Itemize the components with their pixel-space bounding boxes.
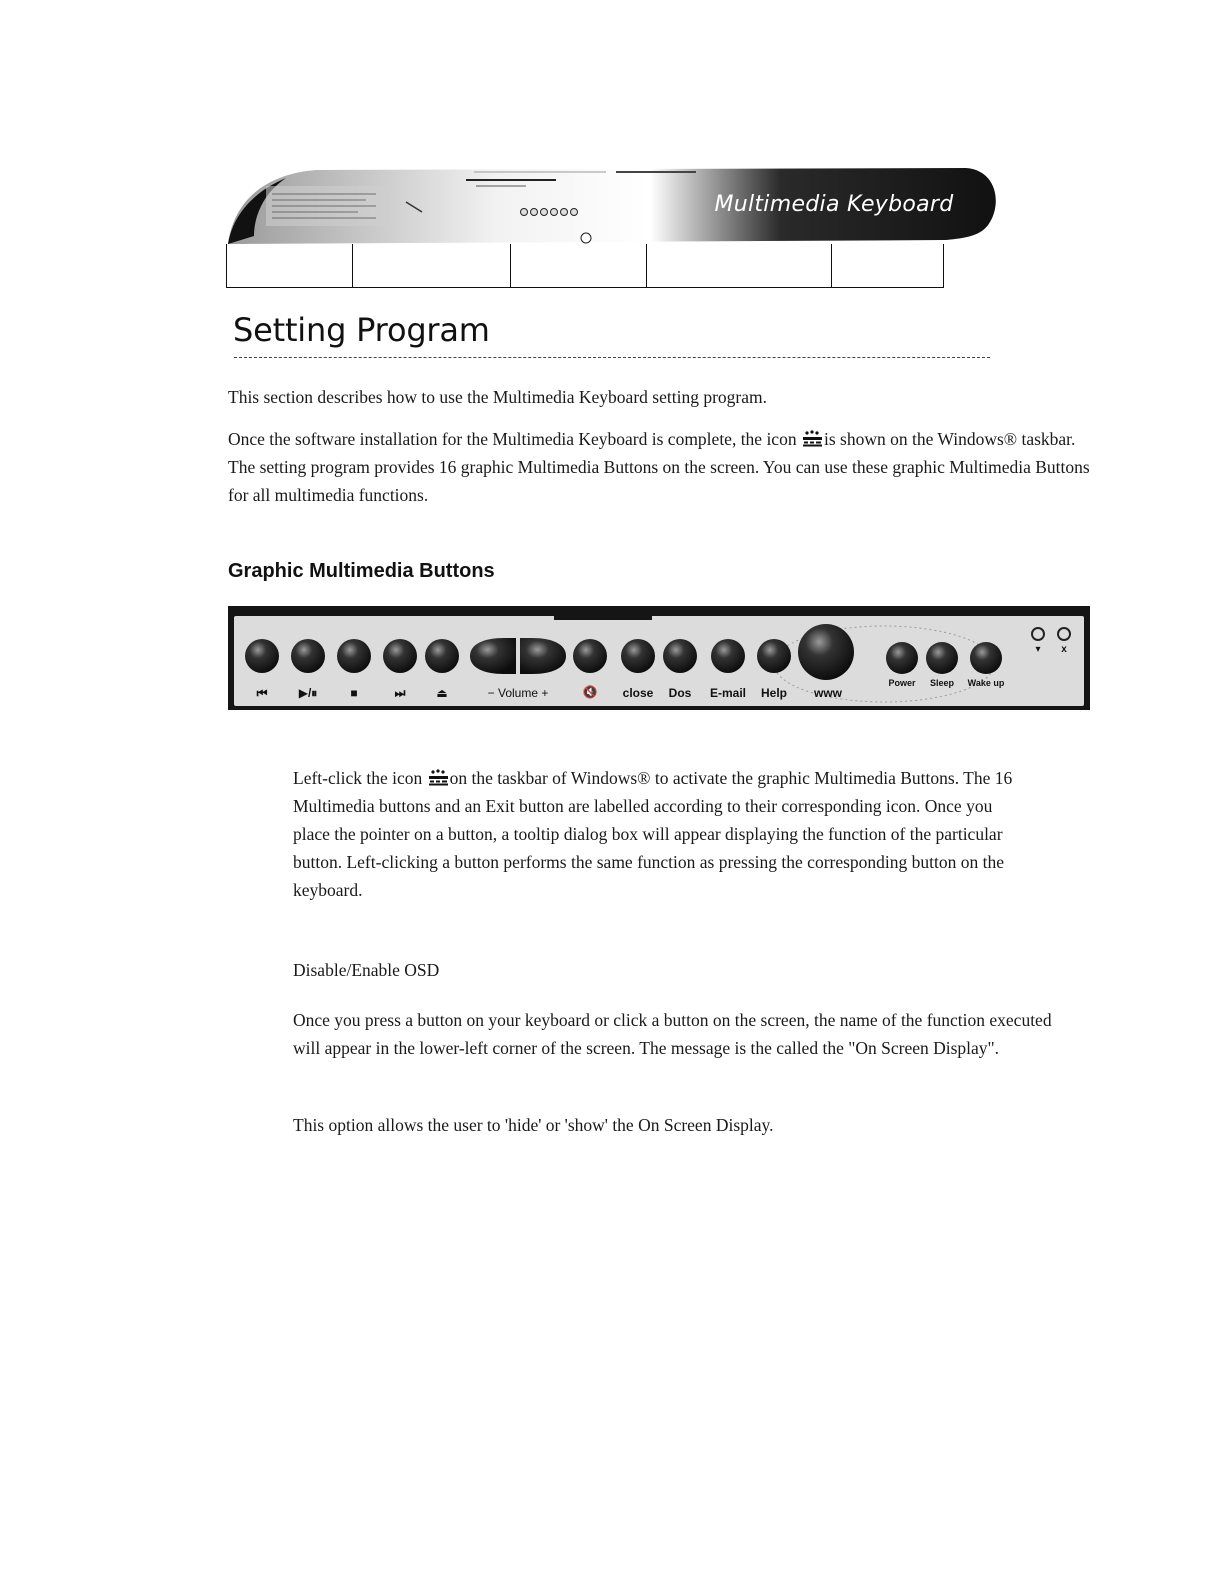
- mute-button[interactable]: [573, 639, 607, 673]
- osd-heading: Disable/Enable OSD: [293, 960, 440, 980]
- osd-paragraph: Once you press a button on your keyboard or click a button on the screen, the name of the function executed will appear in the lower-left corner of the screen. The message is the called the "On Screen Display".: [293, 1010, 1052, 1058]
- tab-cell-5: [832, 244, 943, 287]
- tab-cell-3: [511, 244, 647, 287]
- activate-text-end: on the taskbar of Windows® to activate the graphic Multimedia Buttons. The 16 Multimedia buttons and an Exit button are labelled according to their corresponding icon. Once you place the pointer on a button, a tooltip dialog box will appear displaying the function of the particular button. Left-clicking a button performs the same function as pressing the corresponding button on the keyboard.: [293, 768, 1013, 900]
- prev-track-icon: ⏮: [256, 686, 268, 700]
- stop-button[interactable]: [337, 639, 371, 673]
- option-paragraph: This option allows the user to 'hide' or 'show' the On Screen Display.: [293, 1115, 774, 1135]
- power-button[interactable]: [886, 642, 918, 674]
- button-panel-graphic: [234, 616, 1084, 706]
- dos-button[interactable]: [663, 639, 697, 673]
- eject-button[interactable]: [425, 639, 459, 673]
- close-label: close: [622, 686, 654, 700]
- tab-cell-4: [647, 244, 832, 287]
- banner-title: Multimedia Keyboard: [714, 192, 954, 217]
- wakeup-label: Wake up: [967, 678, 1005, 688]
- stop-icon: ■: [350, 686, 358, 700]
- page-title: Setting Program: [233, 311, 490, 349]
- sleep-label: Sleep: [929, 678, 955, 688]
- email-button[interactable]: [711, 639, 745, 673]
- next-track-icon: ⏭: [394, 686, 406, 700]
- tab-cell-2: [353, 244, 512, 287]
- power-label: Power: [888, 678, 916, 688]
- exit-icon: x: [1061, 644, 1067, 655]
- play-pause-button[interactable]: [291, 639, 325, 673]
- activate-text-start: Left-click the icon: [293, 768, 427, 788]
- intro-paragraph: This section describes how to use the Multimedia Keyboard setting program.: [228, 387, 767, 407]
- wakeup-button[interactable]: [970, 642, 1002, 674]
- www-label: www: [813, 686, 843, 700]
- www-button[interactable]: [798, 624, 854, 680]
- exit-button[interactable]: [1058, 628, 1070, 640]
- description-text-end: is shown on the Windows® taskbar. The setting program provides 16 graphic Multimedia Buttons on the screen. You can use these graphic Multimedia Buttons for all multimedia functions.: [228, 429, 1090, 505]
- mute-icon: 🔇: [582, 685, 598, 699]
- volume-down-button[interactable]: [470, 638, 516, 674]
- description-paragraph: [228, 425, 1100, 509]
- tab-strip: [226, 244, 944, 288]
- play-pause-icon: ▶/⏸: [298, 686, 318, 700]
- button-panel-face: [234, 616, 1084, 706]
- volume-label: − Volume +: [487, 686, 549, 700]
- keyboard-tray-icon: [428, 769, 449, 786]
- minimize-button[interactable]: [1032, 628, 1044, 640]
- close-button[interactable]: [621, 639, 655, 673]
- sleep-button[interactable]: [926, 642, 958, 674]
- volume-up-button[interactable]: [520, 638, 566, 674]
- dos-label: Dos: [668, 686, 692, 700]
- title-divider: [234, 357, 990, 358]
- section-heading: Graphic Multimedia Buttons: [228, 560, 495, 582]
- tab-cell-1: [227, 244, 353, 287]
- keyboard-tray-icon: [802, 430, 823, 447]
- multimedia-button-panel: [228, 606, 1090, 710]
- minimize-icon: ▾: [1035, 644, 1041, 655]
- help-label: Help: [760, 686, 788, 700]
- email-label: E-mail: [709, 686, 747, 700]
- description-text-start: Once the software installation for the Multimedia Keyboard is complete, the icon: [228, 429, 801, 449]
- next-track-button[interactable]: [383, 639, 417, 673]
- prev-track-button[interactable]: [245, 639, 279, 673]
- activate-paragraph: [293, 764, 1033, 904]
- eject-icon: ⏏: [436, 686, 448, 700]
- help-button[interactable]: [757, 639, 791, 673]
- page-banner: [226, 160, 998, 292]
